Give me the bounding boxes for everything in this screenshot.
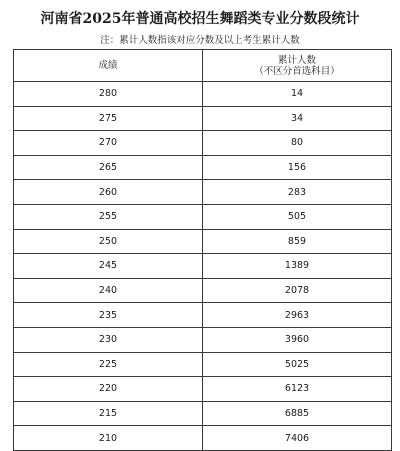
table-row [14, 204, 392, 229]
count-cell: 7406 [203, 426, 392, 451]
count-cell: 156 [203, 155, 392, 180]
cumulative-count-header-label: 累计人数 [277, 54, 316, 66]
table-row [14, 352, 392, 377]
cumulative-count-header-qualifier: （不区分首选科目） [254, 65, 340, 77]
score-cell: 215 [14, 401, 203, 426]
table-row [14, 254, 392, 279]
score-cell: 275 [14, 106, 203, 131]
score-cell: 280 [14, 82, 203, 107]
table-row [14, 229, 392, 254]
score-cell: 245 [14, 254, 203, 279]
score-cell: 260 [14, 180, 203, 205]
count-cell: 2078 [203, 278, 392, 303]
document-title: 河南省2025年普通高校招生舞蹈类专业分数段统计 [40, 11, 360, 27]
count-cell: 6885 [203, 401, 392, 426]
count-cell: 3960 [203, 327, 392, 352]
score-cell: 210 [14, 426, 203, 451]
count-cell: 283 [203, 180, 392, 205]
table-row [14, 377, 392, 402]
table-row [14, 155, 392, 180]
table-row [14, 278, 392, 303]
count-cell: 505 [203, 204, 392, 229]
table-row [14, 303, 392, 328]
score-cell: 265 [14, 155, 203, 180]
table-row [14, 82, 392, 107]
table-row [14, 327, 392, 352]
score-cell: 230 [14, 327, 203, 352]
score-cell: 220 [14, 377, 203, 402]
count-cell: 80 [203, 131, 392, 156]
table-row [14, 131, 392, 156]
score-column-header: 成绩 [14, 50, 203, 82]
score-cell: 255 [14, 204, 203, 229]
score-cell: 240 [14, 278, 203, 303]
cumulative-count-column-header [203, 50, 392, 82]
table-row [14, 180, 392, 205]
count-cell: 14 [203, 82, 392, 107]
count-cell: 5025 [203, 352, 392, 377]
table-row [14, 401, 392, 426]
count-cell: 1389 [203, 254, 392, 279]
table-row [14, 426, 392, 451]
count-cell: 859 [203, 229, 392, 254]
score-cell: 235 [14, 303, 203, 328]
score-distribution-table [13, 49, 392, 451]
score-cell: 250 [14, 229, 203, 254]
table-row [14, 106, 392, 131]
count-cell: 6123 [203, 377, 392, 402]
score-cell: 225 [14, 352, 203, 377]
table-note: 注：累计人数指该对应分数及以上考生累计人数 [100, 35, 300, 46]
count-cell: 34 [203, 106, 392, 131]
count-cell: 2963 [203, 303, 392, 328]
table-header-row [14, 50, 392, 82]
score-cell: 270 [14, 131, 203, 156]
